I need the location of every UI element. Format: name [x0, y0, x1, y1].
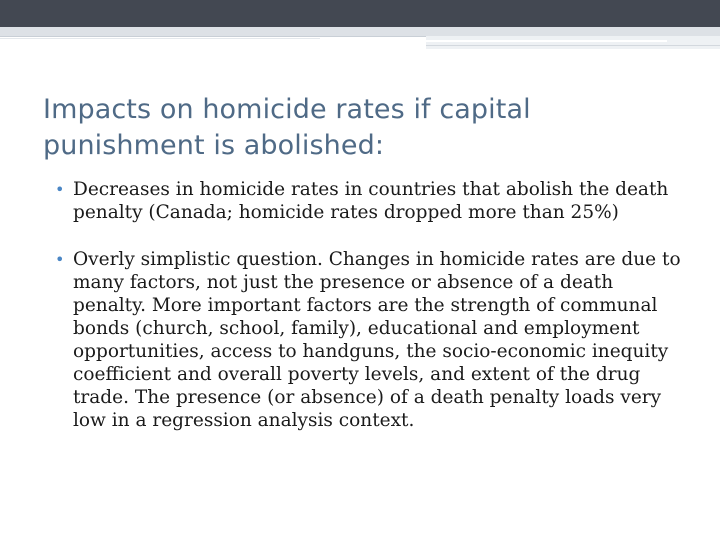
header-band-light — [0, 27, 720, 36]
header-rule — [426, 40, 667, 42]
header-block — [426, 36, 720, 49]
slide-title: Impacts on homicide rates if capital punishment is abolished: — [43, 94, 531, 161]
bullet-list — [55, 178, 683, 432]
header-rule-secondary — [426, 45, 720, 46]
bullet-text-1: Decreases in homicide rates in countries that abolish the death penalty (Canada; homicide rates dropped more than 25%) — [73, 179, 669, 223]
bullet-text-2: Overly simplistic question. Changes in homicide rates are due to many factors, not just the presence or absence of a death penalty. More important factors are the strength of communal bonds (church, school, family), educational and employment opportunities, access to handguns, the socio-economic inequity coefficient and overall poverty levels, and extent of the drug trade. The presence (or absence) of a death penalty loads very low in a regression analysis context. — [73, 249, 681, 431]
bullet-dot-icon: • — [55, 250, 65, 269]
header-left-rule — [0, 38, 320, 39]
bullet-item-2 — [55, 248, 683, 432]
bullet-item-1 — [55, 178, 683, 224]
header-band-dark — [0, 0, 720, 27]
bullet-dot-icon: • — [55, 180, 65, 199]
